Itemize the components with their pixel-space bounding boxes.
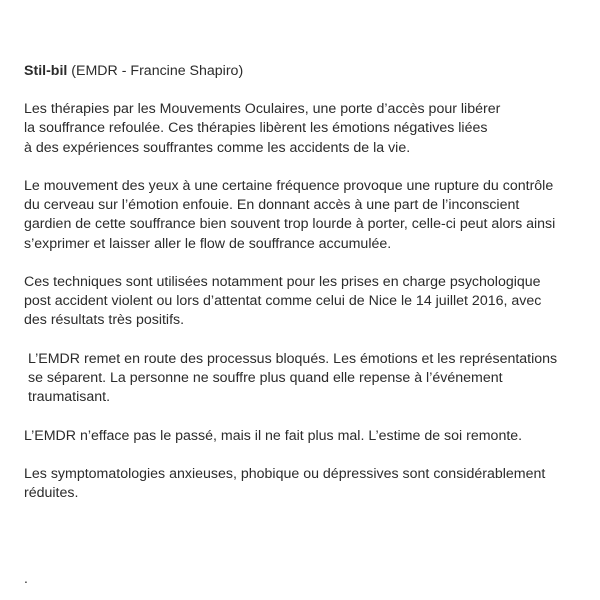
document-title: [24, 62, 580, 81]
paragraph: Les thérapies par les Mouvements Oculaires, une porte d’accès pour libérer la souffrance refoulée. Ces thérapies libèrent les émotions négatives liées à des expériences souffrantes comme les accidents de la vie.: [24, 101, 501, 156]
title-subtitle: (EMDR - Francine Shapiro): [67, 63, 244, 79]
title-bold: Stil-bil: [24, 63, 68, 79]
paragraph: L’EMDR n’efface pas le passé, mais il ne fait plus mal. L’estime de soi remonte.: [24, 427, 523, 444]
trailing-dot: .: [24, 570, 28, 586]
paragraph: Le mouvement des yeux à une certaine fréquence provoque une rupture du contrôle du cerveau sur l’émotion enfouie. En donnant accès à une part de l’inconscient gardien de cette souffrance bien souvent trop lourde à porter, celle-ci peut alors ainsi s’exprimer et laisser aller le flow de souffrance accumulée.: [24, 178, 556, 252]
paragraph: Ces techniques sont utilisées notamment pour les prises en charge psychologique post accident violent ou lors d’attentat comme celui de Nice le 14 juillet 2016, avec des résultats très positifs.: [24, 274, 542, 329]
paragraph: L’EMDR remet en route des processus bloqués. Les émotions et les représentations se séparent. La personne ne souffre plus quand elle repense à l’événement traumatisant.: [28, 350, 558, 406]
paragraph: Les symptomatologies anxieuses, phobique ou dépressives sont considérablement réduites.: [24, 465, 546, 502]
